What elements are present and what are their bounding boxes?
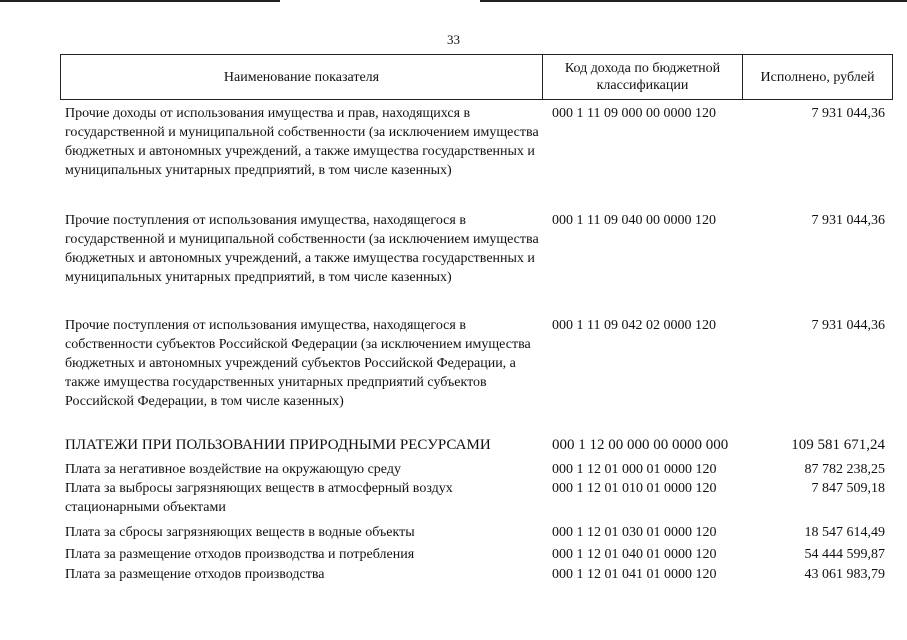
row-code: 000 1 12 01 040 01 0000 120 <box>552 547 717 562</box>
table-header <box>60 54 893 100</box>
row-value: 7 931 044,36 <box>811 106 885 121</box>
row-code: 000 1 12 00 000 00 0000 000 <box>552 437 729 453</box>
row-name: Плата за размещение отходов производства <box>65 567 325 582</box>
row-name: Прочие доходы от использования имущества и прав, находящихся в государственной и муниципальной собственности (за исключением имущества бюджетных и автономных учреждений, а также имущества государственных и муниципальных унитарных предприятий, в том числе казенных) <box>65 106 539 178</box>
row-value: 18 547 614,49 <box>804 525 885 540</box>
row-code: 000 1 12 01 000 01 0000 120 <box>552 462 717 477</box>
page-number: 33 <box>447 32 460 47</box>
row-code: 000 1 11 09 040 00 0000 120 <box>552 213 716 228</box>
row-name: Плата за выбросы загрязняющих веществ в атмосферный воздух стационарными объектами <box>65 481 453 515</box>
row-code: 000 1 11 09 000 00 0000 120 <box>552 106 716 121</box>
row-code: 000 1 12 01 010 01 0000 120 <box>552 481 717 496</box>
row-name: Плата за размещение отходов производства и потребления <box>65 547 415 562</box>
row-value: 7 931 044,36 <box>811 213 885 228</box>
row-value: 7 847 509,18 <box>811 481 885 496</box>
row-value: 7 931 044,36 <box>811 318 885 333</box>
top-edge-line-left <box>0 0 280 2</box>
row-code: 000 1 11 09 042 02 0000 120 <box>552 318 716 333</box>
top-edge-line-right <box>480 0 907 2</box>
row-code: 000 1 12 01 041 01 0000 120 <box>552 567 717 582</box>
row-name: Прочие поступления от использования имущества, находящегося в государственной и муниципальной собственности (за исключением имущества бюджетных и автономных учреждений, а также имущества государственных и муниципальных унитарных предприятий, в том числе казенных) <box>65 213 539 285</box>
row-name: Плата за негативное воздействие на окружающую среду <box>65 462 401 477</box>
row-value: 109 581 671,24 <box>791 437 885 453</box>
header-executed: Исполнено, рублей <box>760 69 875 85</box>
header-name: Наименование показателя <box>61 55 543 99</box>
row-code: 000 1 12 01 030 01 0000 120 <box>552 525 717 540</box>
row-value: 54 444 599,87 <box>804 547 885 562</box>
row-name: Прочие поступления от использования имущества, находящегося в собственности субъектов Российской Федерации (за исключением имущества бюджетных и автономных учреждений субъектов Российской Федерации, а также имущества государственных унитарных предприятий субъектов Российской Федерации, в том числе казенных) <box>65 318 531 409</box>
row-value: 43 061 983,79 <box>804 567 885 582</box>
row-value: 87 782 238,25 <box>804 462 885 477</box>
row-name: ПЛАТЕЖИ ПРИ ПОЛЬЗОВАНИИ ПРИРОДНЫМИ РЕСУРСАМИ <box>65 437 491 453</box>
header-code: Код дохода по бюджетной классификации <box>543 55 743 99</box>
row-name: Плата за сбросы загрязняющих веществ в водные объекты <box>65 525 415 540</box>
